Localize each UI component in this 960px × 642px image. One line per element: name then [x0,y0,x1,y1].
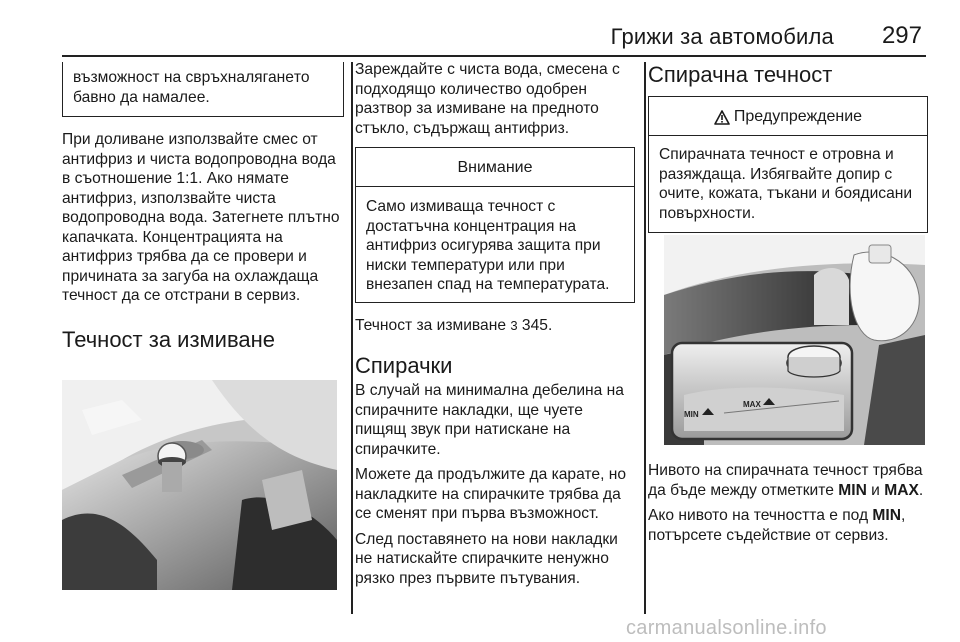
column-3 [648,62,928,233]
brake-fluid-level-paragraph [648,461,928,500]
washer-reference [355,316,635,336]
brake-fluid-service-paragraph [648,506,928,545]
photo-label-min: MIN [684,410,699,419]
notice-title: Внимание [356,148,634,187]
chapter-title: Грижи за автомобила [610,24,834,49]
min-mark: MIN [838,481,867,499]
page-header [0,0,960,52]
watermark: carmanualsonline.info [626,617,827,639]
brake-fluid-heading: Спирачна течност [648,62,833,87]
brakes-paragraph-3: След поставянето на нови накладки не натискайте спирачките ненужно рязко през първите пътувания. [355,530,618,587]
brakes-heading: Спирачки [355,353,453,378]
page-number: 297 [881,22,922,49]
washer-reservoir-illustration [62,380,337,590]
washer-fill-paragraph: Зареждайте с чиста вода, смесена с подходящо количество одобрен разтвор за измиване на предното стъкло, съдържащ антифриз. [355,61,620,137]
reference-arrow-icon: 3 [510,317,518,333]
notice-box [355,147,635,303]
column-2 [355,62,635,588]
washer-reservoir-photo [62,380,337,590]
below-text: Ако нивото на течността е под [648,507,873,524]
reference-page-link[interactable]: 345. [521,316,553,334]
warning-header [649,97,927,136]
max-mark: MAX [884,481,919,499]
column-3-lower [648,461,928,545]
column-divider-1 [351,62,353,614]
conjunction: и [866,481,885,499]
brakes-paragraph-2: Можете да продължите да карате, но накладките на спирачките трябва да се сменят при първа възможност. [355,466,627,522]
continued-warning-text: възможност на свръхналяганeто бавно да намалее. [73,69,310,106]
brake-reservoir-illustration [664,235,925,445]
brake-fluid-reservoir-photo [664,235,925,445]
column-divider-2 [644,62,646,614]
min-mark-2: MIN [872,507,901,524]
warning-title: Предупреждение [733,108,863,125]
warning-box [648,96,928,233]
reference-text: Течност за измиване [355,316,506,334]
level-text: Нивото на спирачната течност трябва да бъде между отметките [648,462,923,499]
column-1 [62,62,344,353]
service-text: , потърсете съдействие от сервиз. [648,507,906,544]
photo-label-max: MAX [743,400,761,409]
brakes-paragraph-1: В случай на минимална дебелина на спирачните накладки, ще чуете пищящ звук при натискане на спирачките. [355,382,624,458]
washer-fluid-heading: Течност за измиване [62,326,276,352]
period: . [918,481,924,499]
warning-triangle-icon [714,110,730,125]
notice-body: Само измиваща течност с достатъчна концентрация на антифриз осигурява защита при ниски температури или при внезапен спад на температурата. [366,198,610,293]
warning-body: Спирачната течност е отровна и разяждаща. Избягвайте допир с очите, кожата, тъкани и боядисани повърхности. [659,146,913,222]
header-divider [62,55,926,57]
coolant-paragraph: При доливане използвайте смес от антифриз и чиста водопроводна вода в съотношение 1:1. Ако нямате антифриз, използвайте чиста водопроводна вода. Затегнете плътно капачката. Концентрацията на антифриз трябва да се провери и причината за загуба на охлаждаща течност да се отстрани в сервиз. [62,131,340,304]
continued-warning-box [62,62,344,117]
